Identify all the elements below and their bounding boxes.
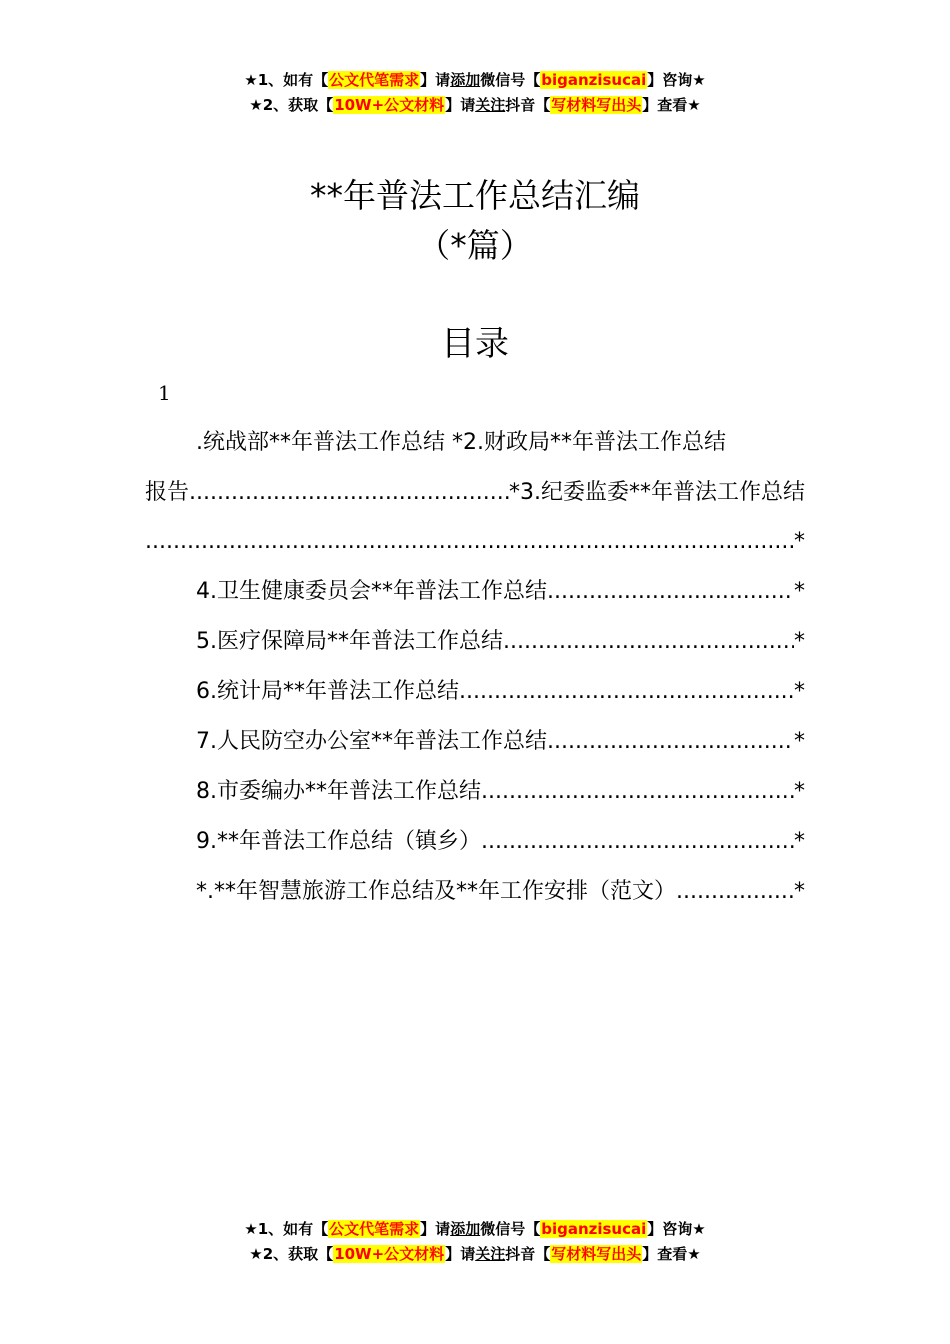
toc-entry[interactable]: 5.医疗保障局**年普法工作总结 ..... * <box>196 627 805 657</box>
leader-dots <box>547 727 794 757</box>
toc-entry[interactable]: 8.市委编办**年普法工作总结 ..... * <box>196 777 805 807</box>
highlight-wechat-id: biganzisucai <box>541 1220 647 1238</box>
toc-page-number: 1 <box>158 381 171 405</box>
highlight-materials: 10W+公文材料 <box>334 1245 445 1263</box>
bottom-banner <box>0 1217 950 1267</box>
highlight-materials: 10W+公文材料 <box>334 96 445 114</box>
banner-line-1: ★1、如有【公文代笔需求】请添加微信号【biganzisucai】咨询★ <box>244 71 706 89</box>
banner-line-2: ★2、获取【10W+公文材料】请关注抖音【写材料写出头】查看★ <box>249 1245 701 1263</box>
leader-dots <box>547 577 794 607</box>
toc-entry[interactable]: 6.统计局**年普法工作总结 ..... * <box>196 677 805 707</box>
top-banner <box>0 68 950 118</box>
leader-dots <box>481 827 794 857</box>
highlight-douyin: 写材料写出头 <box>551 1245 642 1263</box>
banner-line-2: ★2、获取【10W+公文材料】请关注抖音【写材料写出头】查看★ <box>249 96 701 114</box>
toc-heading: 目录 <box>441 324 509 364</box>
toc-line-1: .统战部**年普法工作总结 *2.财政局**年普法工作总结 <box>196 430 726 455</box>
toc-entry[interactable]: 4.卫生健康委员会**年普法工作总结 ..... * <box>196 577 805 607</box>
banner-line-1: ★1、如有【公文代笔需求】请添加微信号【biganzisucai】咨询★ <box>244 1220 706 1238</box>
highlight-service: 公文代笔需求 <box>329 1220 420 1238</box>
leader-dots <box>189 478 509 508</box>
leader-dots <box>145 527 794 557</box>
document-title: **年普法工作总结汇编 <box>310 176 640 215</box>
leader-dots <box>481 777 794 807</box>
leader-dots <box>503 627 794 657</box>
highlight-service: 公文代笔需求 <box>329 71 420 89</box>
toc-line-2: 报告 ..... *3.纪委监委**年普法工作总结 <box>145 478 805 508</box>
leader-dots <box>459 677 794 707</box>
toc-line-3: ..... * <box>145 527 805 557</box>
leader-dots <box>676 877 794 907</box>
toc-entry[interactable]: 9.**年普法工作总结（镇乡） ..... * <box>196 827 805 857</box>
highlight-wechat-id: biganzisucai <box>541 71 647 89</box>
toc-entry[interactable]: 7.人民防空办公室**年普法工作总结 ..... * <box>196 727 805 757</box>
toc-entry[interactable]: *.**年智慧旅游工作总结及**年工作安排（范文） ..... * <box>196 877 805 907</box>
document-subtitle: （*篇） <box>417 226 533 265</box>
highlight-douyin: 写材料写出头 <box>551 96 642 114</box>
